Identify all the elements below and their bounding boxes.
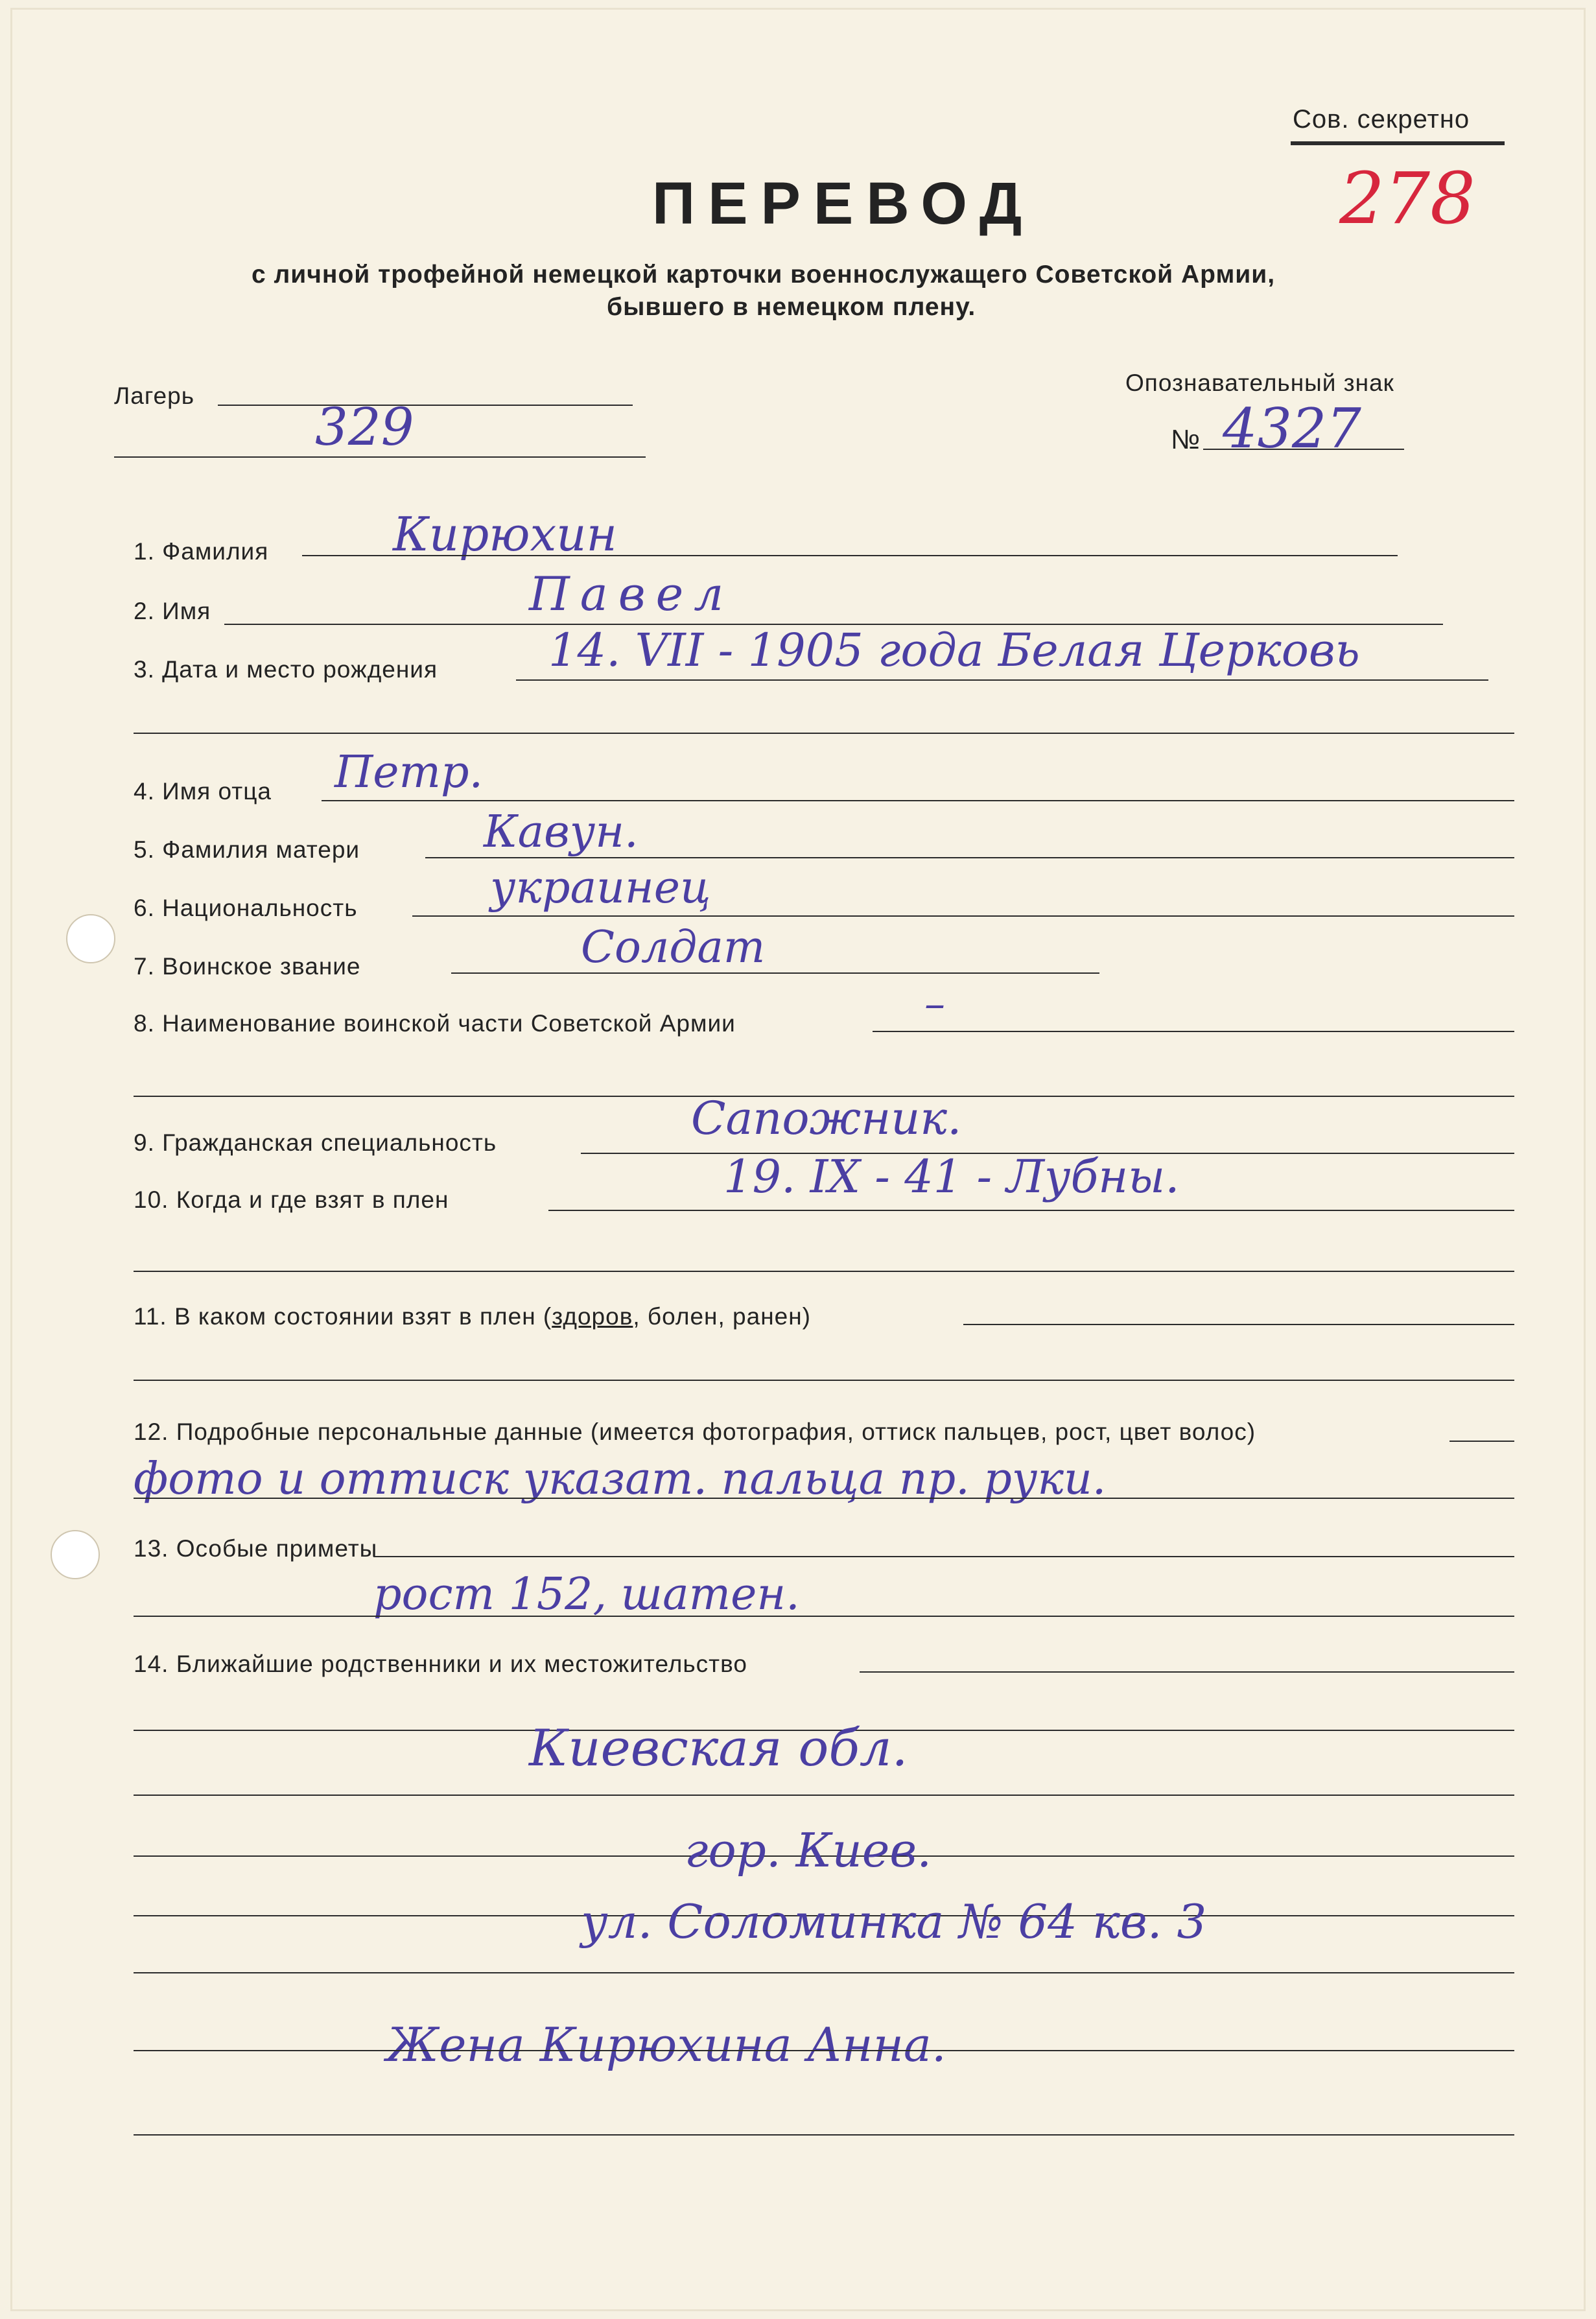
f3-line xyxy=(516,679,1488,681)
f11-line xyxy=(963,1324,1514,1325)
f1-value: Кирюхин xyxy=(393,507,617,561)
secrecy-underline xyxy=(1291,141,1505,145)
f11-label xyxy=(134,1303,811,1330)
id-tag-no-label: № xyxy=(1171,424,1201,454)
f13-line xyxy=(373,1556,1514,1557)
f8-label: 8. Наименование воинской части Советской Армии xyxy=(134,1010,736,1037)
f14-value-line-4: Жена Кирюхина Анна. xyxy=(386,2018,946,2072)
f2-value: Павел xyxy=(529,567,734,621)
camp-label: Лагерь xyxy=(114,383,194,409)
f10-line-2 xyxy=(134,1271,1514,1272)
f13-value: рост 152, шатен. xyxy=(373,1569,800,1620)
f14-value-line-3: ул. Соломинка № 64 кв. 3 xyxy=(581,1894,1207,1949)
f5-label: 5. Фамилия матери xyxy=(134,836,360,863)
page-title: ПЕРЕВОД xyxy=(652,171,1035,237)
f14-label: 14. Ближайшие родственники и их местожительство xyxy=(134,1651,747,1677)
f13-label: 13. Особые приметы xyxy=(134,1535,378,1562)
punch-hole-top xyxy=(66,914,115,963)
id-tag-value: 4327 xyxy=(1223,397,1361,460)
f1-line xyxy=(302,555,1398,556)
f11-label-selected: здоров xyxy=(552,1303,633,1330)
f9-label: 9. Гражданская специальность xyxy=(134,1129,497,1156)
camp-line-2 xyxy=(114,456,646,458)
f11-label-post: , болен, ранен) xyxy=(633,1303,811,1330)
f13-line-2 xyxy=(134,1616,1514,1617)
f14-line-7 xyxy=(134,2050,1514,2051)
f4-label: 4. Имя отца xyxy=(134,778,272,805)
f12-label: 12. Подробные персональные данные (имеется фотография, оттиск пальцев, рост, цвет волос) xyxy=(134,1418,1256,1445)
secrecy-label: Сов. секретно xyxy=(1293,105,1470,134)
f7-line xyxy=(451,972,1099,974)
f7-label: 7. Воинское звание xyxy=(134,953,361,980)
f14-line-6 xyxy=(134,1972,1514,1973)
subtitle-line-1: с личной трофейной немецкой карточки военнослужащего Советской Армии, xyxy=(252,261,1276,288)
stamp-number: 278 xyxy=(1339,157,1475,240)
f5-line xyxy=(425,857,1514,858)
f14-line-8 xyxy=(134,2134,1514,2136)
f3-label: 3. Дата и место рождения xyxy=(134,656,438,683)
id-tag-label: Опознавательный знак xyxy=(1125,370,1394,396)
f4-value: Петр. xyxy=(334,747,484,798)
f4-line xyxy=(322,800,1514,801)
id-tag-line xyxy=(1203,449,1404,450)
f11-label-pre: 11. В каком состоянии взят в плен ( xyxy=(134,1303,552,1330)
f14-value-line-1: Киевская обл. xyxy=(529,1719,908,1778)
f12-line xyxy=(1449,1441,1514,1442)
subtitle-line-2: бывшего в немецком плену. xyxy=(607,293,976,321)
f5-value: Кавун. xyxy=(484,806,639,858)
f6-line xyxy=(412,915,1514,917)
f7-value: Солдат xyxy=(581,922,766,973)
f1-label: 1. Фамилия xyxy=(134,538,269,565)
f3-line-2 xyxy=(134,733,1514,734)
camp-line-1 xyxy=(218,405,633,406)
f6-value: украинец xyxy=(490,862,711,913)
f14-line xyxy=(860,1671,1514,1673)
f14-line-3 xyxy=(134,1795,1514,1796)
f14-value-line-2: гор. Киев. xyxy=(685,1823,932,1878)
f8-line xyxy=(873,1031,1514,1032)
f10-line xyxy=(548,1210,1514,1211)
f10-label: 10. Когда и где взят в плен xyxy=(134,1186,449,1213)
document-sheet xyxy=(10,8,1586,2311)
f10-value: 19. IX - 41 - Лубны. xyxy=(723,1150,1180,1203)
f9-value: Сапожник. xyxy=(691,1092,962,1145)
f6-label: 6. Национальность xyxy=(134,895,358,921)
camp-value: 329 xyxy=(315,397,414,457)
f12-line-2 xyxy=(134,1498,1514,1499)
punch-hole-bottom xyxy=(51,1530,100,1579)
f3-value: 14. VII - 1905 года Белая Церковь xyxy=(548,624,1360,677)
f11-line-2 xyxy=(134,1380,1514,1381)
f8-value: – xyxy=(924,980,945,1028)
f12-value: фото и оттиск указат. пальца пр. руки. xyxy=(134,1454,1107,1505)
f2-label: 2. Имя xyxy=(134,598,211,624)
